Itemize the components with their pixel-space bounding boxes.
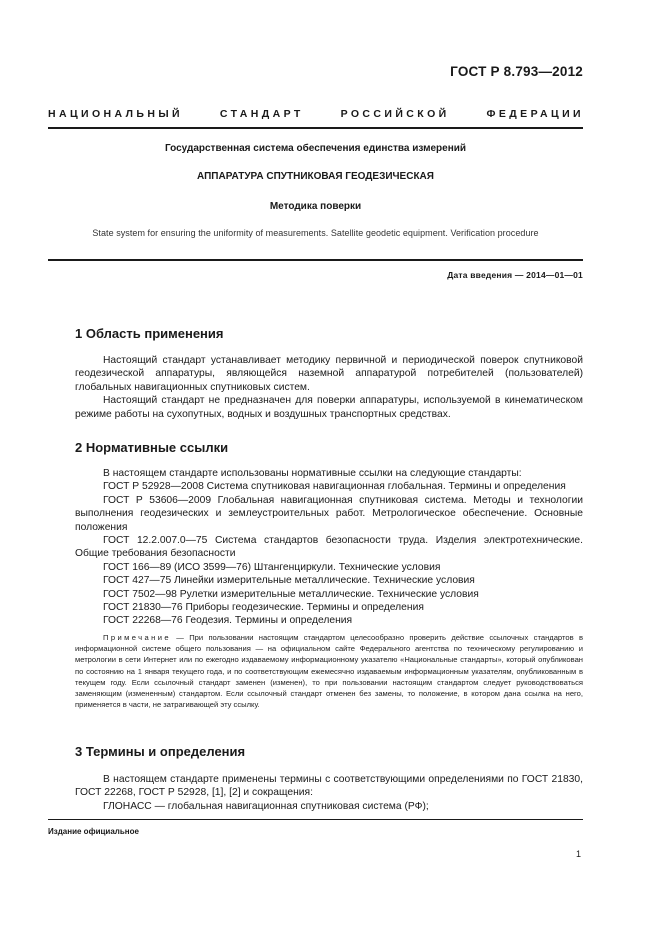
section-heading: 2 Нормативные ссылки: [75, 440, 229, 455]
national-title-word: НАЦИОНАЛЬНЫЙ: [48, 108, 183, 120]
section-3-heading: [75, 744, 245, 759]
section-2-body: [75, 467, 583, 628]
list-item: ГОСТ Р 53606—2009 Глобальная навигационная спутниковая система. Методы и технологии выполнения геодезических и землеустроительных работ. Метрологическое обеспечение. Основные положения: [75, 494, 583, 533]
list-item: ГОСТ Р 52928—2008 Система спутниковая навигационная глобальная. Термины и определения: [103, 481, 566, 493]
national-title-word: ФЕДЕРАЦИИ: [486, 108, 584, 120]
paragraph: Настоящий стандарт устанавливает методику первичной и периодической поверок спутниковой геодезической аппаратуры, являющейся наземной аппаратурой потребителей (пользователей) глобальных навигационных спутниковых систем.: [75, 355, 583, 393]
list-item: ГОСТ 21830—76 Приборы геодезические. Термины и определения: [103, 602, 424, 614]
note: [75, 632, 583, 710]
section-heading: 3 Термины и определения: [75, 744, 246, 759]
section-1-body: [75, 354, 583, 421]
english-title: State system for ensuring the uniformity of measurements. Satellite geodetic equipment. Verification procedure: [92, 228, 539, 238]
list-item: ГОСТ 7502—98 Рулетки измерительные металлические. Технические условия: [103, 588, 479, 600]
national-title-word: РОССИЙСКОЙ: [340, 108, 450, 120]
list-item: ГОСТ 166—89 (ИСО 3599—76) Штангенциркули. Технические условия: [103, 561, 441, 573]
section-heading: 1 Область применения: [75, 326, 224, 341]
main-title: АППАРАТУРА СПУТНИКОВАЯ ГЕОДЕЗИЧЕСКАЯ: [197, 171, 434, 182]
footer-rule: [48, 819, 583, 820]
page-number: 1: [575, 849, 581, 859]
list-item: ГОСТ 22268—76 Геодезия. Термины и определения: [103, 615, 353, 627]
system-title: Государственная система обеспечения единства измерений: [164, 143, 467, 154]
national-standard-title: [48, 108, 584, 120]
intro-date: Дата введения — 2014—01—01: [447, 270, 583, 280]
list-item: ГОСТ 427—75 Линейки измерительные металлические. Технические условия: [103, 575, 475, 587]
section-3-body: [75, 773, 583, 813]
paragraph: В настоящем стандарте использованы нормативные ссылки на следующие стандарты:: [103, 468, 522, 479]
subtitle: Методика поверки: [269, 201, 362, 212]
note-label: Примечание: [103, 633, 171, 642]
note-text: — При пользовании настоящим стандартом целесообразно проверить действие ссылочных стандартов в информационной системе общего пользования — на официальном сайте Федерального агентства по техническому регулированию и метрологии в сети Интернет или по ежегодно издаваемому информационному указателю «Национальные стандарты», который опубликован по состоянию на 1 января текущего года, и по соответствующим ежемесячно издаваемым информационным указателям, опубликованным в текущем году. Если ссылочный стандарт заменен (изменен), то при пользовании настоящим стандартом следует руководствоваться заменяющим (измененным) стандартом. Если ссылочный стандарт отменен без замены, то положение, в котором дана ссылка на него, применяется в части, не затрагивающей эту ссылку.: [75, 633, 583, 710]
document-number: ГОСТ Р 8.793—2012: [450, 64, 583, 79]
list-item: ГОСТ 12.2.007.0—75 Система стандартов безопасности труда. Изделия электротехнические. Общие требования безопасности: [75, 535, 583, 560]
section-2-heading: [75, 440, 228, 455]
paragraph: В настоящем стандарте применены термины с соответствующими определениями по ГОСТ 21830, ГОСТ 22268, ГОСТ Р 52928, [1], [2] и сокращения:: [75, 774, 583, 799]
paragraph: Настоящий стандарт не предназначен для поверки аппаратуры, используемой в кинематическом режиме работы на сухопутных, водных и воздушных транспортных средствах.: [75, 395, 583, 420]
title-rule: [48, 259, 583, 261]
header-rule: [48, 127, 583, 129]
section-1-heading: [75, 326, 224, 341]
references-list: [75, 480, 583, 627]
paragraph: ГЛОНАСС — глобальная навигационная спутниковая система (РФ);: [103, 800, 429, 812]
national-title-word: СТАНДАРТ: [219, 108, 304, 120]
edition-label: Издание официальное: [48, 827, 139, 836]
